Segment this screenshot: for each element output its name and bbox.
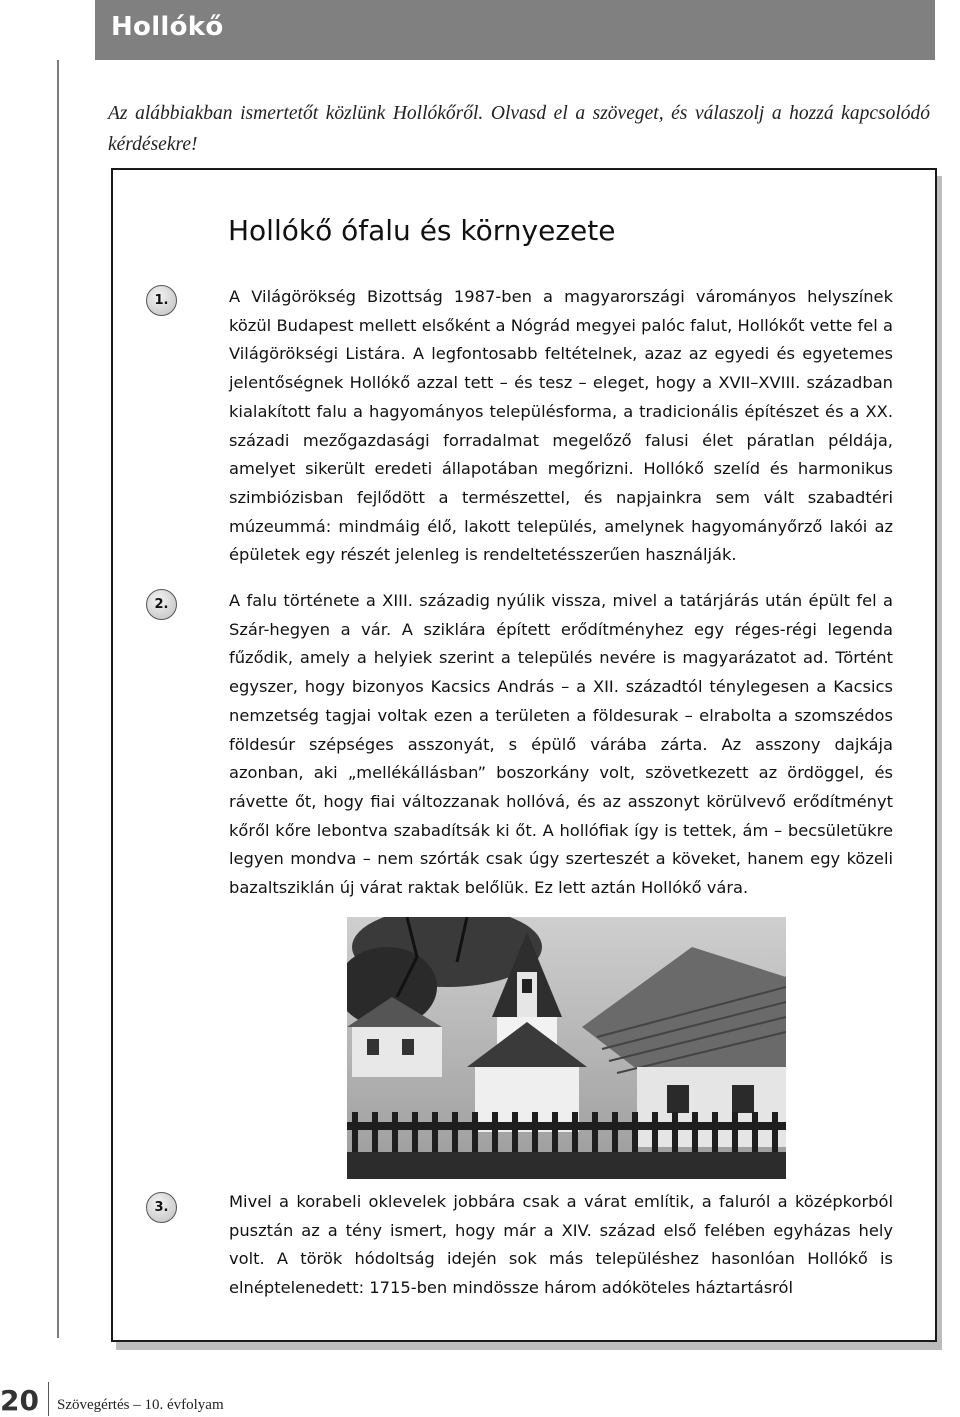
header-band [95,0,935,60]
footer-label: Szövegértés – 10. évfolyam [57,1397,224,1413]
village-church-photo [347,917,786,1179]
paragraph-number-badge: 1. [146,285,177,316]
paragraph-number-badge: 3. [146,1192,177,1223]
article-title: Hollókő ófalu és környezete [228,214,616,247]
paragraph-3: Mivel a korabeli oklevelek jobbára csak a várat említik, a faluról a középkorból pusztán az a tény ismert, hogy már a XIV. század első felében egyházas hely volt. A török hódoltság idején sok más településhez hasonlóan Hollókő is elnéptelenedett: 1715-ben mindössze három adóköteles háztartásról [229,1192,893,1298]
left-margin-rule [57,60,59,1338]
intro-text: Az alábbiakban ismertetőt közlünk Hollókőről. Olvasd el a szöveget, és válaszolj a hozzá kapcsolódó kérdésekre! [108,103,930,155]
paragraph-1: A Világörökség Bizottság 1987-ben a magyarországi várományos helyszínek közül Budapest mellett elsőként a Nógrád megyei palóc falut, Hollókőt vette fel a Világörökségi Listára. A legfontosabb feltételnek, azaz az egyedi és egyetemes jelentőségnek Hollókő azzal tett – és tesz – eleget, hogy a XVII–XVIII. században kialakított falu a hagyományos településforma, a tradicionális építészet és a XX. századi mezőgazdasági forradalmat megelőző falusi élet páratlan példája, amelyet sikerült eredeti állapotában megőrizni. Hollókő szelíd és harmonikus szimbiózisban fejlődött a természettel, és napjainkra sem vált szabadtéri múzeummá: mindmáig élő, lakott település, amelynek hagyományőrző lakói az épületek egy részét jelenleg is rendeltetésszerűen használják. [229,287,893,565]
village-photo-illustration [347,917,786,1179]
footer-divider [48,1382,49,1416]
page-number: 20 [0,1384,39,1417]
page-title: Hollókő [111,12,224,42]
paragraph-2: A falu története a XIII. századig nyúlik vissza, mivel a tatárjárás után épült fel a Szár-hegyen a vár. A sziklára épített erődítményhez egy réges-régi legenda fűződik, amely a helyiek szerint a település nevére is magyarázatot ad. Történt egyszer, hogy bizonyos Kacsics András – a XII. századtól ténylegesen a Kacsics nemzetség tagjai voltak ezen a területen a földesurak – elrabolta a szomszédos földesúr szépséges asszonyát, s épülő várába zárta. Az asszony dajkája azonban, aki „mellékállásban” boszorkány volt, szövetkezett az ördöggel, és rávette őt, hogy fiai változzanak hollóvá, és az asszonyt körülvevő erődítményt kőről kőre lebontva szabadítsák ki őt. A hollófiak így is tettek, ám – becsületükre legyen mondva – nem szórták csak úgy szerteszét a köveket, hanem egy közeli bazaltsziklán új várat raktak belőlük. Ez lett aztán Hollókő vára. [229,591,893,898]
paragraph-number-badge: 2. [146,589,177,620]
